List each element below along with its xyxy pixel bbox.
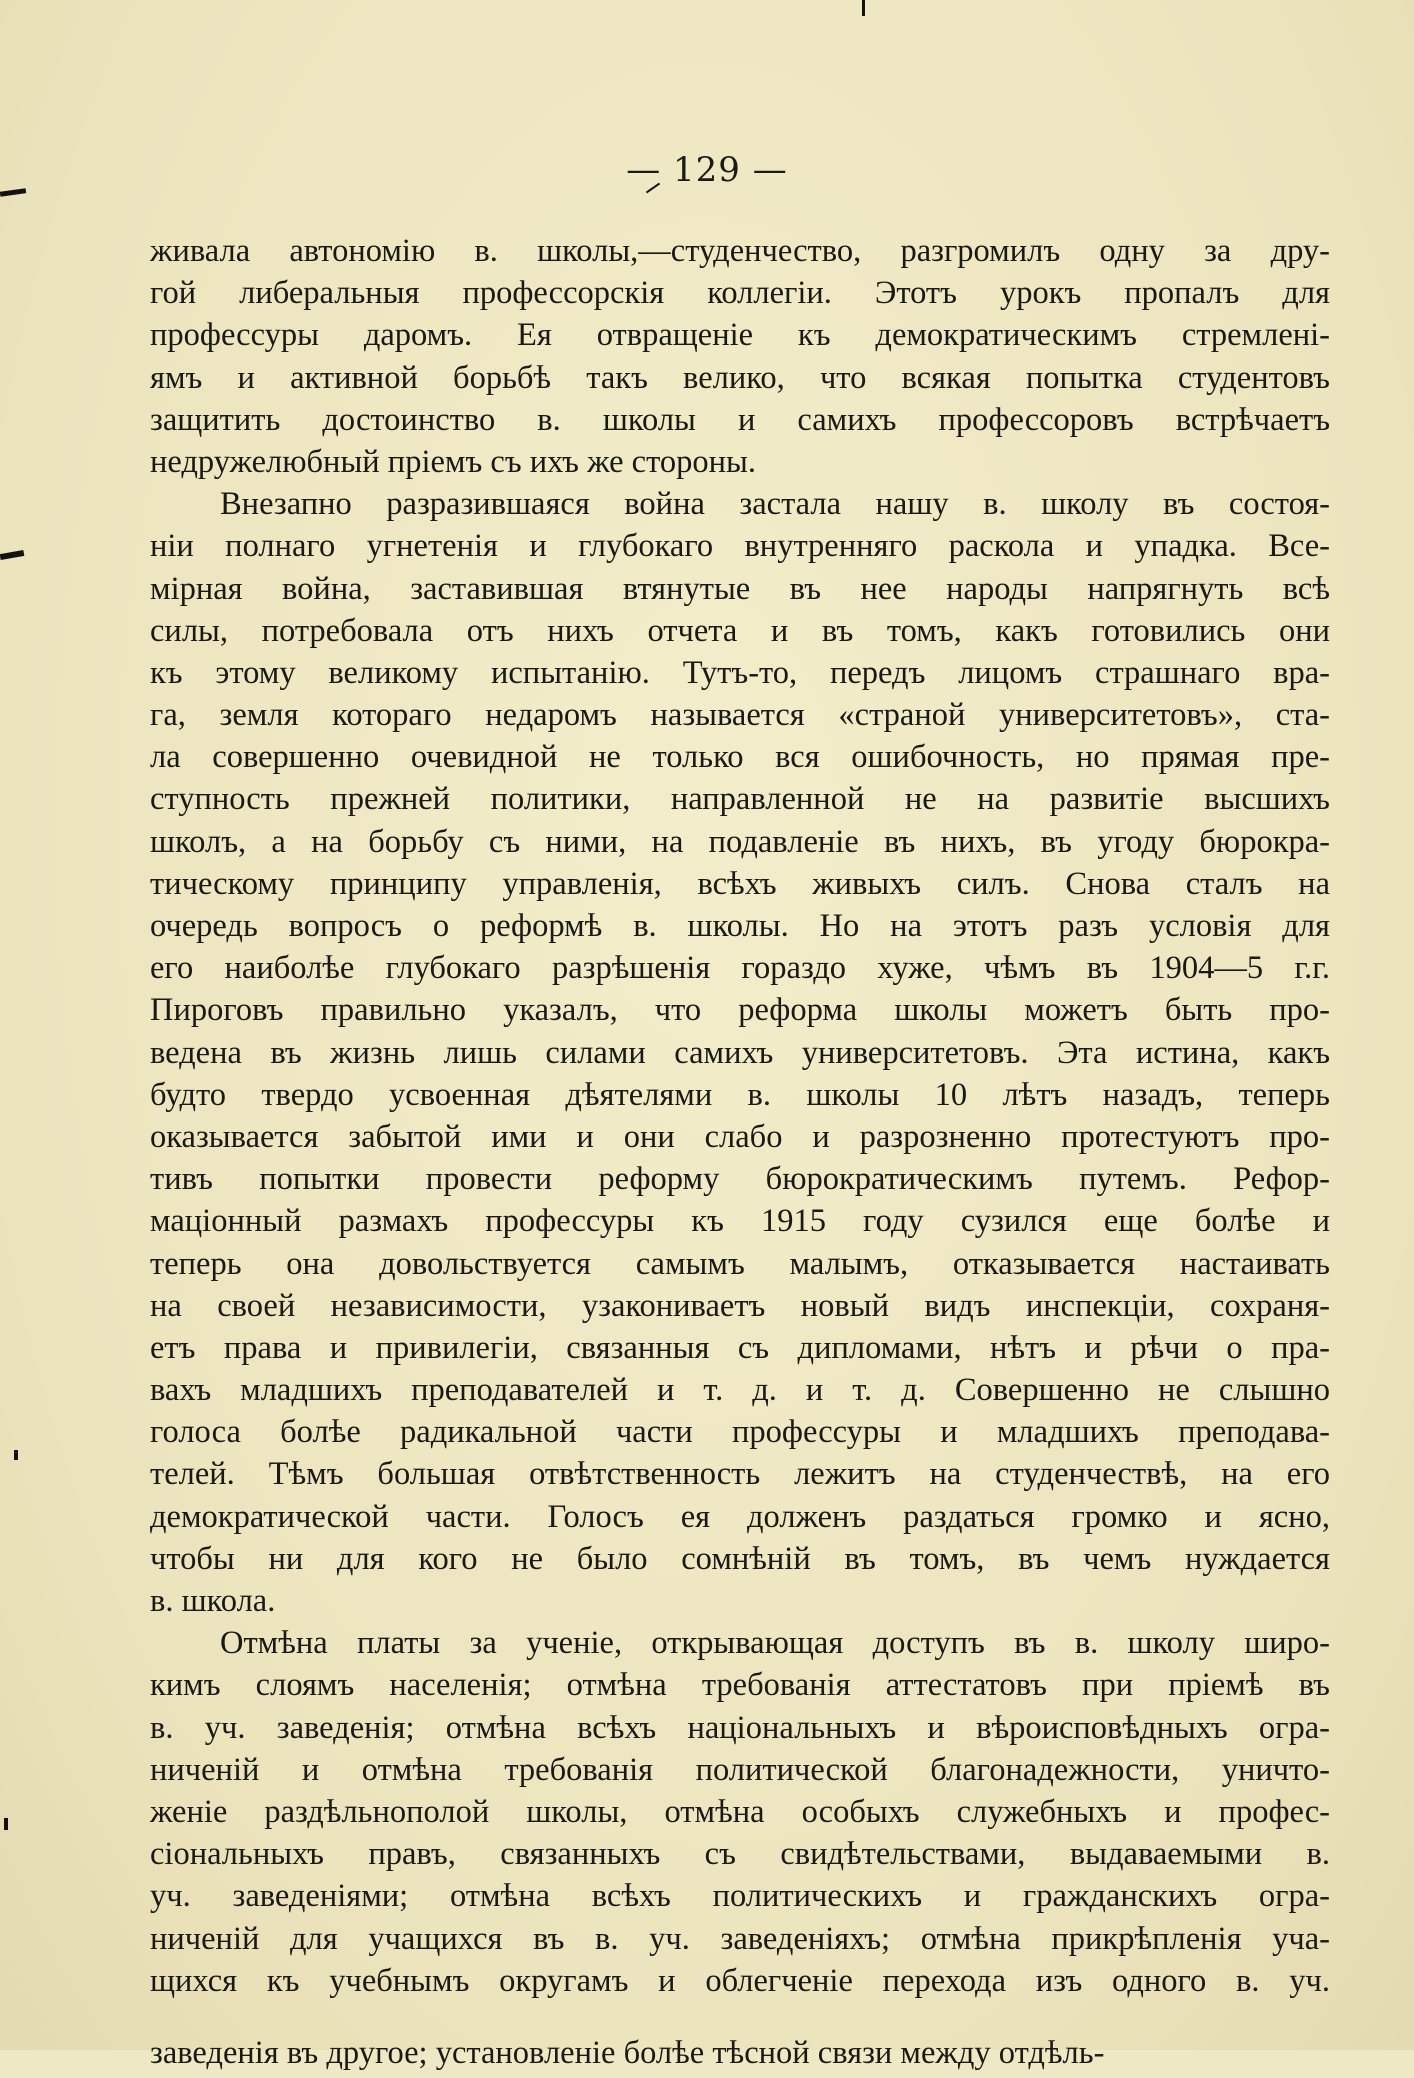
text-line: тическому принципу управленія, всѣхъ живыхъ силъ. Снова сталъ на <box>150 865 1330 902</box>
text-line: кимъ слоямъ населенія; отмѣна требованія аттестатовъ при пріемѣ въ <box>150 1667 1330 1704</box>
text-line: его наиболѣе глубокаго разрѣшенія гораздо хуже, чѣмъ въ 1904—5 г.г. <box>150 950 1330 987</box>
text-line: Внезапно разразившаяся война застала нашу в. школу въ состоя- <box>220 486 1330 523</box>
cut-off-text-line <box>150 2035 1330 2071</box>
text-line: телей. Тѣмъ большая отвѣтственность лежитъ на студенчествѣ, на его <box>150 1456 1330 1493</box>
text-line: ведена въ жизнь лишь силами самихъ университетовъ. Эта истина, какъ <box>150 1034 1330 1071</box>
text-line: щихся къ учебнымъ округамъ и облегченіе перехода изъ одного в. уч. <box>150 1962 1330 1999</box>
page-number: — 129 — <box>626 150 788 190</box>
text-line: ниченій и отмѣна требованія политической благонадежности, уничто- <box>150 1751 1330 1788</box>
paragraph <box>150 1622 1330 2002</box>
text-line: теперь она довольствуется самымъ малымъ, отказывается настаивать <box>150 1245 1330 1282</box>
text-line: сіональныхъ правъ, связанныхъ съ свидѣтельствами, выдаваемыми в. <box>150 1836 1330 1873</box>
text-line: голоса болѣе радикальной части профессуры и младшихъ преподава- <box>150 1414 1330 1451</box>
text-line: очередь вопросъ о реформѣ в. школы. Но на этотъ разъ условія для <box>150 908 1330 944</box>
cut-off-text: заведенія въ другое; установленіе болѣе тѣсной связи между отдѣль- <box>150 2035 1105 2071</box>
text-line: Пироговъ правильно указалъ, что реформа школы можетъ быть про- <box>150 992 1330 1029</box>
margin-mark-bottom <box>4 1818 8 1830</box>
text-line: гой либеральныя профессорскія коллегіи. Этотъ урокъ пропалъ для <box>150 275 1330 312</box>
text-line: тивъ попытки провести реформу бюрократическимъ путемъ. Рефор- <box>150 1161 1330 1198</box>
paragraph <box>150 230 1330 483</box>
text-line: школъ, а на борьбу съ ними, на подавленіе въ нихъ, въ угоду бюрокра- <box>150 823 1330 860</box>
text-line: ниченій для учащихся въ в. уч. заведеніяхъ; отмѣна прикрѣпленія уча- <box>150 1920 1330 1957</box>
text-line: ніи полнаго угнетенія и глубокаго внутренняго раскола и упадка. Все- <box>150 528 1330 565</box>
margin-mark-middle <box>0 550 24 560</box>
paragraph <box>150 483 1330 1622</box>
text-line: женіе раздѣльнополой школы, отмѣна особыхъ служебныхъ и профес- <box>150 1793 1330 1830</box>
text-line: защитить достоинство в. школы и самихъ профессоровъ встрѣчаетъ <box>150 401 1330 438</box>
text-line: профессуры даромъ. Ея отвращеніе къ демократическимъ стремлені- <box>150 317 1330 354</box>
text-line: къ этому великому испытанію. Тутъ-то, передъ лицомъ страшнаго вра- <box>150 654 1330 691</box>
text-line: демократической части. Голосъ ея долженъ раздаться громко и ясно, <box>150 1498 1330 1535</box>
text-line: ступность прежней политики, направленной не на развитіе высшихъ <box>150 781 1330 818</box>
text-line: га, земля котораго недаромъ называется «страной университетовъ», ста- <box>150 697 1330 734</box>
text-line: живала автономію в. школы,—студенчество, разгромилъ одну за дру- <box>150 233 1330 269</box>
text-line: силы, потребовала отъ нихъ отчета и въ томъ, какъ готовились они <box>150 612 1330 649</box>
text-line: недружелюбный пріемъ съ ихъ же стороны. <box>150 443 756 480</box>
body-text <box>150 230 1330 2002</box>
text-line: етъ права и привилегіи, связанныя съ дипломами, нѣтъ и рѣчи о пра- <box>150 1329 1330 1366</box>
text-line: будто твердо усвоенная дѣятелями в. школы 10 лѣтъ назадъ, теперь <box>150 1076 1330 1113</box>
text-line: мірная война, заставившая втянутые въ нее народы напрягнуть всѣ <box>150 570 1330 607</box>
text-line: маціонный размахъ профессуры къ 1915 году сузился еще болѣе и <box>150 1203 1330 1240</box>
text-line: ла совершенно очевидной не только вся ошибочность, но прямая пре- <box>150 739 1330 776</box>
text-line: уч. заведеніями; отмѣна всѣхъ политическихъ и гражданскихъ огра- <box>150 1878 1330 1915</box>
text-line: в. уч. заведенія; отмѣна всѣхъ національныхъ и вѣроисповѣдныхъ огра- <box>150 1709 1330 1746</box>
text-line: вахъ младшихъ преподавателей и т. д. и т. д. Совершенно не слышно <box>150 1372 1330 1409</box>
margin-mark-lower <box>14 1450 18 1460</box>
text-line: на своей независимости, узакониваетъ новый видъ инспекціи, сохраня- <box>150 1287 1330 1324</box>
top-edge-mark <box>862 0 865 16</box>
text-line: в. школа. <box>150 1583 276 1619</box>
text-line: Отмѣна платы за ученіе, открывающая доступъ въ в. школу широ- <box>220 1625 1330 1662</box>
text-line: ямъ и активной борьбѣ такъ велико, что всякая попытка студентовъ <box>150 359 1330 396</box>
text-line: оказывается забытой ими и они слабо и разрозненно протестуютъ про- <box>150 1118 1330 1155</box>
text-line: чтобы ни для кого не было сомнѣній въ томъ, въ чемъ нуждается <box>150 1540 1330 1577</box>
